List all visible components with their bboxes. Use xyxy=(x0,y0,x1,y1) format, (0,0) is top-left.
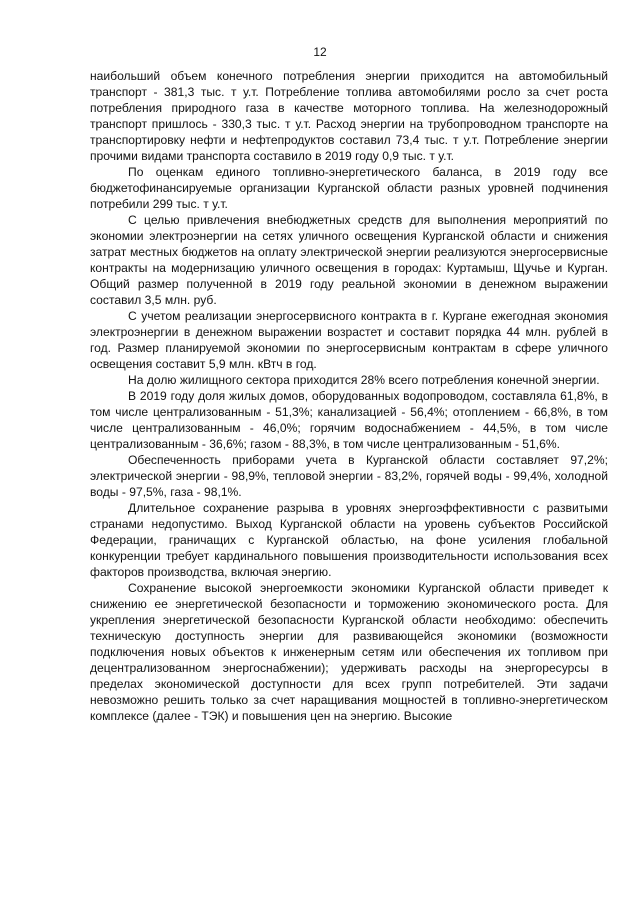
paragraph-efficiency-gap: Длительное сохранение разрыва в уровнях энергоэффективности с развитыми странами недопустимо. Выход Курганской области на уровень субъектов Российской Федерации, граничащих с Курганской областью, на фоне усиления глобальной конкуренции требует кардинального повышения производительности использования всех факторов производства, включая энергию. xyxy=(90,501,608,579)
paragraph-street-lighting: С целью привлечения внебюджетных средств для выполнения мероприятий по экономии электроэнергии на сетях уличного освещения Курганской области и снижения затрат местных бюджетов на оплату электрической энергии реализуются энергосервисные контракты на модернизацию уличного освещения в городах: Куртамыш, Щучье и Курган. Общий размер полученной в 2019 году реальной экономии в денежном выражении составил 3,5 млн. руб. xyxy=(90,213,608,307)
paragraph-transport-consumption: наибольший объем конечного потребления энергии приходится на автомобильный транспорт - 381,3 тыс. т у.т. Потребление топлива автомобилями росло за счет роста потребления природного газа в качестве моторного топлива. На железнодорожный транспорт пришлось - 330,3 тыс. т у.т. Расход энергии на трубопроводном транспорте на транспортировку нефти и нефтепродуктов составил 73,4 тыс. т у.т. Потребление энергии прочими видами транспорта составило в 2019 году 0,9 тыс. т у.т. xyxy=(90,69,608,163)
paragraph-budget-organizations: По оценкам единого топливно-энергетического баланса, в 2019 году все бюджетофинансируемые организации Курганской области разных уровней подчинения потребили 299 тыс. т у.т. xyxy=(90,165,608,211)
paragraph-energy-security: Сохранение высокой энергоемкости экономики Курганской области приведет к снижению ее энергетической безопасности и торможению экономического роста. Для укрепления энергетической безопасности Курганской области необходимо: обеспечить техническую доступность энергии для развивающейся экономики (возможности подключения новых объектов к инженерным сетям или обеспечения их топливом при децентрализованном энергоснабжении); удерживать расходы на энергоресурсы в пределах экономической доступности для всех групп потребителей. Эти задачи невозможно решить только за счет наращивания мощностей в топливно-энергетическом комплексе (далее - ТЭК) и повышения цен на энергию. Высокие xyxy=(90,581,608,723)
page-number: 12 xyxy=(313,45,327,59)
paragraph-housing-utilities: В 2019 году доля жилых домов, оборудованных водопроводом, составляла 61,8%, в том числе централизованным - 51,3%; канализацией - 56,4%; отоплением - 66,8%, в том числе централизованным - 46,0%; горячим водоснабжением - 44,5%, в том числе централизованным - 36,6%; газом - 88,3%, в том числе централизованным - 51,6%. xyxy=(90,389,608,451)
paragraph-energy-service-contract: С учетом реализации энергосервисного контракта в г. Кургане ежегодная экономия электроэнергии в денежном выражении возрастет и составит порядка 44 млн. рублей в год. Размер планируемой экономии по энергосервисным контрактам в сфере уличного освещения составит 5,9 млн. кВтч в год. xyxy=(90,309,608,371)
paragraph-metering: Обеспеченность приборами учета в Курганской области составляет 97,2%; электрической энергии - 98,9%, тепловой энергии - 83,2%, горячей воды - 99,4%, холодной воды - 97,5%, газа - 98,1%. xyxy=(90,453,608,499)
document-body xyxy=(90,68,608,724)
paragraph-housing-share: На долю жилищного сектора приходится 28% всего потребления конечной энергии. xyxy=(128,373,600,387)
